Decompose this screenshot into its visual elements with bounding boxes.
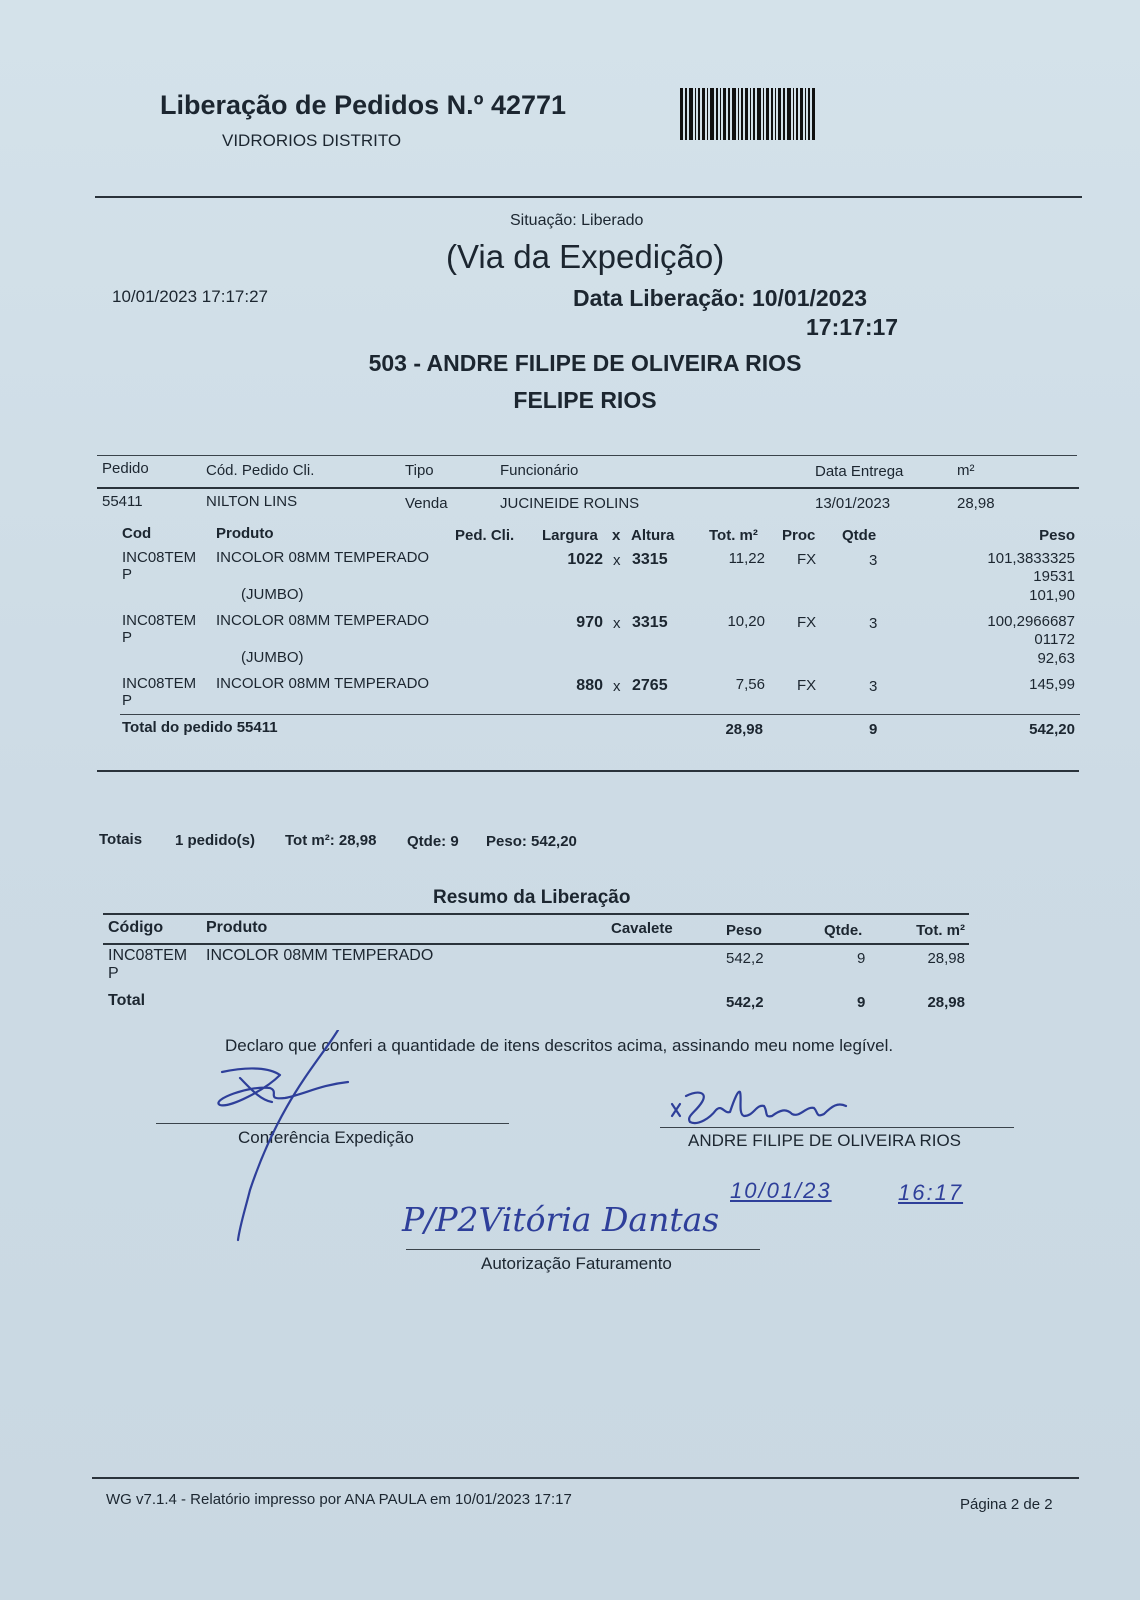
order-table-top-line [97, 455, 1077, 456]
barcode-bar [778, 88, 781, 140]
item-cod-cont: P [122, 629, 133, 646]
value-cod-pedido-cli: NILTON LINS [206, 493, 298, 510]
barcode-bar [763, 88, 764, 140]
barcode-bar [732, 88, 736, 140]
barcode-bar [698, 88, 700, 140]
barcode-bar [800, 88, 803, 140]
summary-header-line [103, 943, 969, 945]
barcode-bar [710, 88, 714, 140]
handwritten-time: 16:17 [898, 1180, 964, 1205]
status-text: Situação: Liberado [510, 212, 644, 229]
autorizacao-label: Autorização Faturamento [481, 1254, 672, 1273]
barcode-bar [723, 88, 726, 140]
col-tipo: Tipo [405, 462, 434, 479]
item-tot-m2: 10,20 [727, 613, 765, 630]
items-col-produto: Produto [216, 525, 274, 542]
company-name: VIDRORIOS DISTRITO [222, 131, 402, 150]
item-produto: INCOLOR 08MM TEMPERADO [216, 612, 430, 629]
totals-m2: Tot m²: 28,98 [285, 832, 377, 849]
items-col-tot-m2: Tot. m² [709, 527, 758, 544]
document-title: Liberação de Pedidos N.º 42771 [160, 90, 567, 120]
totals-peso: Peso: 542,20 [486, 833, 577, 850]
totals-qtde: Qtde: 9 [407, 833, 459, 850]
client-nickname: FELIPE RIOS [513, 387, 657, 413]
item-cod-cont: P [122, 692, 133, 709]
item-altura: 2765 [632, 677, 668, 694]
items-col-largura: Largura [542, 527, 598, 544]
barcode [680, 88, 855, 140]
summary-col-cavalete: Cavalete [611, 920, 673, 937]
barcode-bar [805, 88, 806, 140]
barcode-bar [793, 88, 794, 140]
barcode-bar [757, 88, 761, 140]
col-funcionario: Funcionário [500, 462, 579, 479]
item-peso-cont: 01172 [1034, 631, 1075, 648]
summary-produto: INCOLOR 08MM TEMPERADO [206, 947, 434, 964]
barcode-bar [707, 88, 708, 140]
release-date: Data Liberação: 10/01/2023 [573, 285, 868, 311]
item-tot-m2: 11,22 [728, 550, 765, 567]
col-cod-pedido-cli: Cód. Pedido Cli. [206, 462, 315, 479]
item-largura: 1022 [567, 551, 603, 568]
item-peso: 100,2966687 [987, 613, 1075, 630]
summary-codigo-cont: P [108, 965, 119, 982]
barcode-bar [766, 88, 769, 140]
items-total-line [120, 714, 1080, 715]
value-pedido: 55411 [102, 493, 143, 510]
page-number: Página 2 de 2 [960, 1496, 1053, 1513]
item-cod: INC08TEM [122, 675, 197, 692]
col-data-entrega: Data Entrega [815, 463, 904, 480]
item-cod: INC08TEM [122, 612, 197, 629]
barcode-bar [787, 88, 791, 140]
item-peso: 101,3833325 [987, 550, 1075, 567]
item-qtde: 3 [869, 678, 878, 695]
summary-total-label: Total [108, 992, 146, 1009]
items-col-x: x [612, 527, 621, 544]
footer-print-info: WG v7.1.4 - Relatório impresso por ANA PAULA em 10/01/2023 17:17 [106, 1491, 572, 1508]
barcode-bar [741, 88, 743, 140]
summary-col-produto: Produto [206, 919, 268, 936]
items-col-ped-cli: Ped. Cli. [455, 527, 515, 544]
barcode-bar [685, 88, 687, 140]
footer-divider [92, 1477, 1079, 1479]
items-col-qtde: Qtde [842, 527, 877, 544]
barcode-bar [745, 88, 748, 140]
barcode-bar [753, 88, 755, 140]
summary-total-peso: 542,2 [726, 994, 764, 1011]
value-funcionario: JUCINEIDE ROLINS [500, 495, 640, 512]
totals-pedidos: 1 pedido(s) [175, 832, 256, 849]
order-table-header-line [97, 487, 1079, 489]
header-divider [95, 196, 1082, 198]
conferencia-signature [210, 1030, 360, 1245]
barcode-bar [738, 88, 739, 140]
item-largura: 880 [576, 677, 603, 694]
items-col-altura: Altura [631, 527, 675, 544]
summary-col-codigo: Código [108, 919, 164, 936]
summary-top-line [103, 913, 969, 915]
barcode-bar [750, 88, 751, 140]
items-col-peso: Peso [1039, 527, 1075, 544]
summary-codigo: INC08TEM [108, 947, 188, 964]
release-time: 17:17:17 [806, 314, 899, 340]
item-tot-m2: 7,56 [735, 676, 765, 693]
order-total-m2: 28,98 [725, 721, 763, 738]
order-total-qtde: 9 [869, 721, 878, 738]
summary-title: Resumo da Liberação [433, 887, 631, 908]
order-total-label: Total do pedido 55411 [122, 719, 278, 736]
barcode-bar [720, 88, 721, 140]
items-bottom-line [97, 770, 1079, 772]
item-x: x [613, 552, 621, 569]
barcode-bar [812, 88, 815, 140]
item-altura: 3315 [632, 551, 668, 568]
item-peso: 145,99 [1029, 676, 1075, 693]
item-largura: 970 [576, 614, 603, 631]
signature-line-autorizacao [406, 1249, 760, 1250]
barcode-bar [680, 88, 683, 140]
summary-peso: 542,2 [726, 950, 764, 967]
item-qtde: 3 [869, 615, 878, 632]
summary-total-m2: 28,98 [927, 994, 965, 1011]
col-pedido: Pedido [102, 460, 149, 477]
summary-qtde: 9 [857, 950, 866, 967]
item-proc: FX [797, 677, 817, 694]
summary-col-tot-m2: Tot. m² [916, 922, 965, 939]
item-peso-cont: 19531 [1033, 568, 1075, 585]
barcode-bar [689, 88, 693, 140]
barcode-bar [716, 88, 718, 140]
item-produto: INCOLOR 08MM TEMPERADO [216, 549, 430, 566]
client-name: 503 - ANDRE FILIPE DE OLIVEIRA RIOS [368, 350, 802, 376]
item-peso-final: 92,63 [1037, 650, 1075, 667]
copy-type: (Via da Expedição) [446, 238, 725, 275]
item-x: x [613, 615, 621, 632]
summary-total-qtde: 9 [857, 994, 866, 1011]
summary-tot-m2: 28,98 [927, 950, 965, 967]
barcode-bar [796, 88, 798, 140]
summary-col-qtde: Qtde. [824, 922, 863, 939]
item-produto: INCOLOR 08MM TEMPERADO [216, 675, 430, 692]
item-proc: FX [797, 551, 817, 568]
item-cod: INC08TEM [122, 549, 197, 566]
barcode-bar [771, 88, 773, 140]
barcode-bar [695, 88, 696, 140]
items-col-proc: Proc [782, 527, 816, 544]
item-proc: FX [797, 614, 817, 631]
handwritten-authorizer: P/P2Vitória Dantas [402, 1200, 720, 1239]
barcode-bar [808, 88, 810, 140]
barcode-bar [702, 88, 705, 140]
client-signature-label: ANDRE FILIPE DE OLIVEIRA RIOS [688, 1131, 962, 1150]
item-altura: 3315 [632, 614, 668, 631]
handwritten-date: 10/01/23 [730, 1178, 832, 1203]
printed-datetime: 10/01/2023 17:17:27 [112, 287, 268, 306]
barcode-bar [783, 88, 785, 140]
value-data-entrega: 13/01/2023 [815, 495, 891, 512]
barcode-bar [775, 88, 776, 140]
item-produto-cont: (JUMBO) [241, 649, 304, 666]
item-x: x [613, 678, 621, 695]
value-tipo: Venda [405, 495, 448, 512]
col-m2: m² [957, 462, 975, 479]
order-total-peso: 542,20 [1029, 721, 1075, 738]
items-col-cod: Cod [122, 525, 152, 542]
barcode-bar [728, 88, 730, 140]
value-m2: 28,98 [957, 495, 995, 512]
item-produto-cont: (JUMBO) [241, 586, 304, 603]
client-signature [668, 1082, 858, 1130]
declaration-text: Declaro que conferi a quantidade de itens descritos acima, assinando meu nome legível. [225, 1036, 894, 1055]
conferencia-label: Conferência Expedição [238, 1128, 414, 1147]
summary-col-peso: Peso [726, 922, 762, 939]
totals-label: Totais [99, 831, 143, 848]
item-peso-final: 101,90 [1029, 587, 1075, 604]
item-qtde: 3 [869, 552, 878, 569]
item-cod-cont: P [122, 566, 133, 583]
